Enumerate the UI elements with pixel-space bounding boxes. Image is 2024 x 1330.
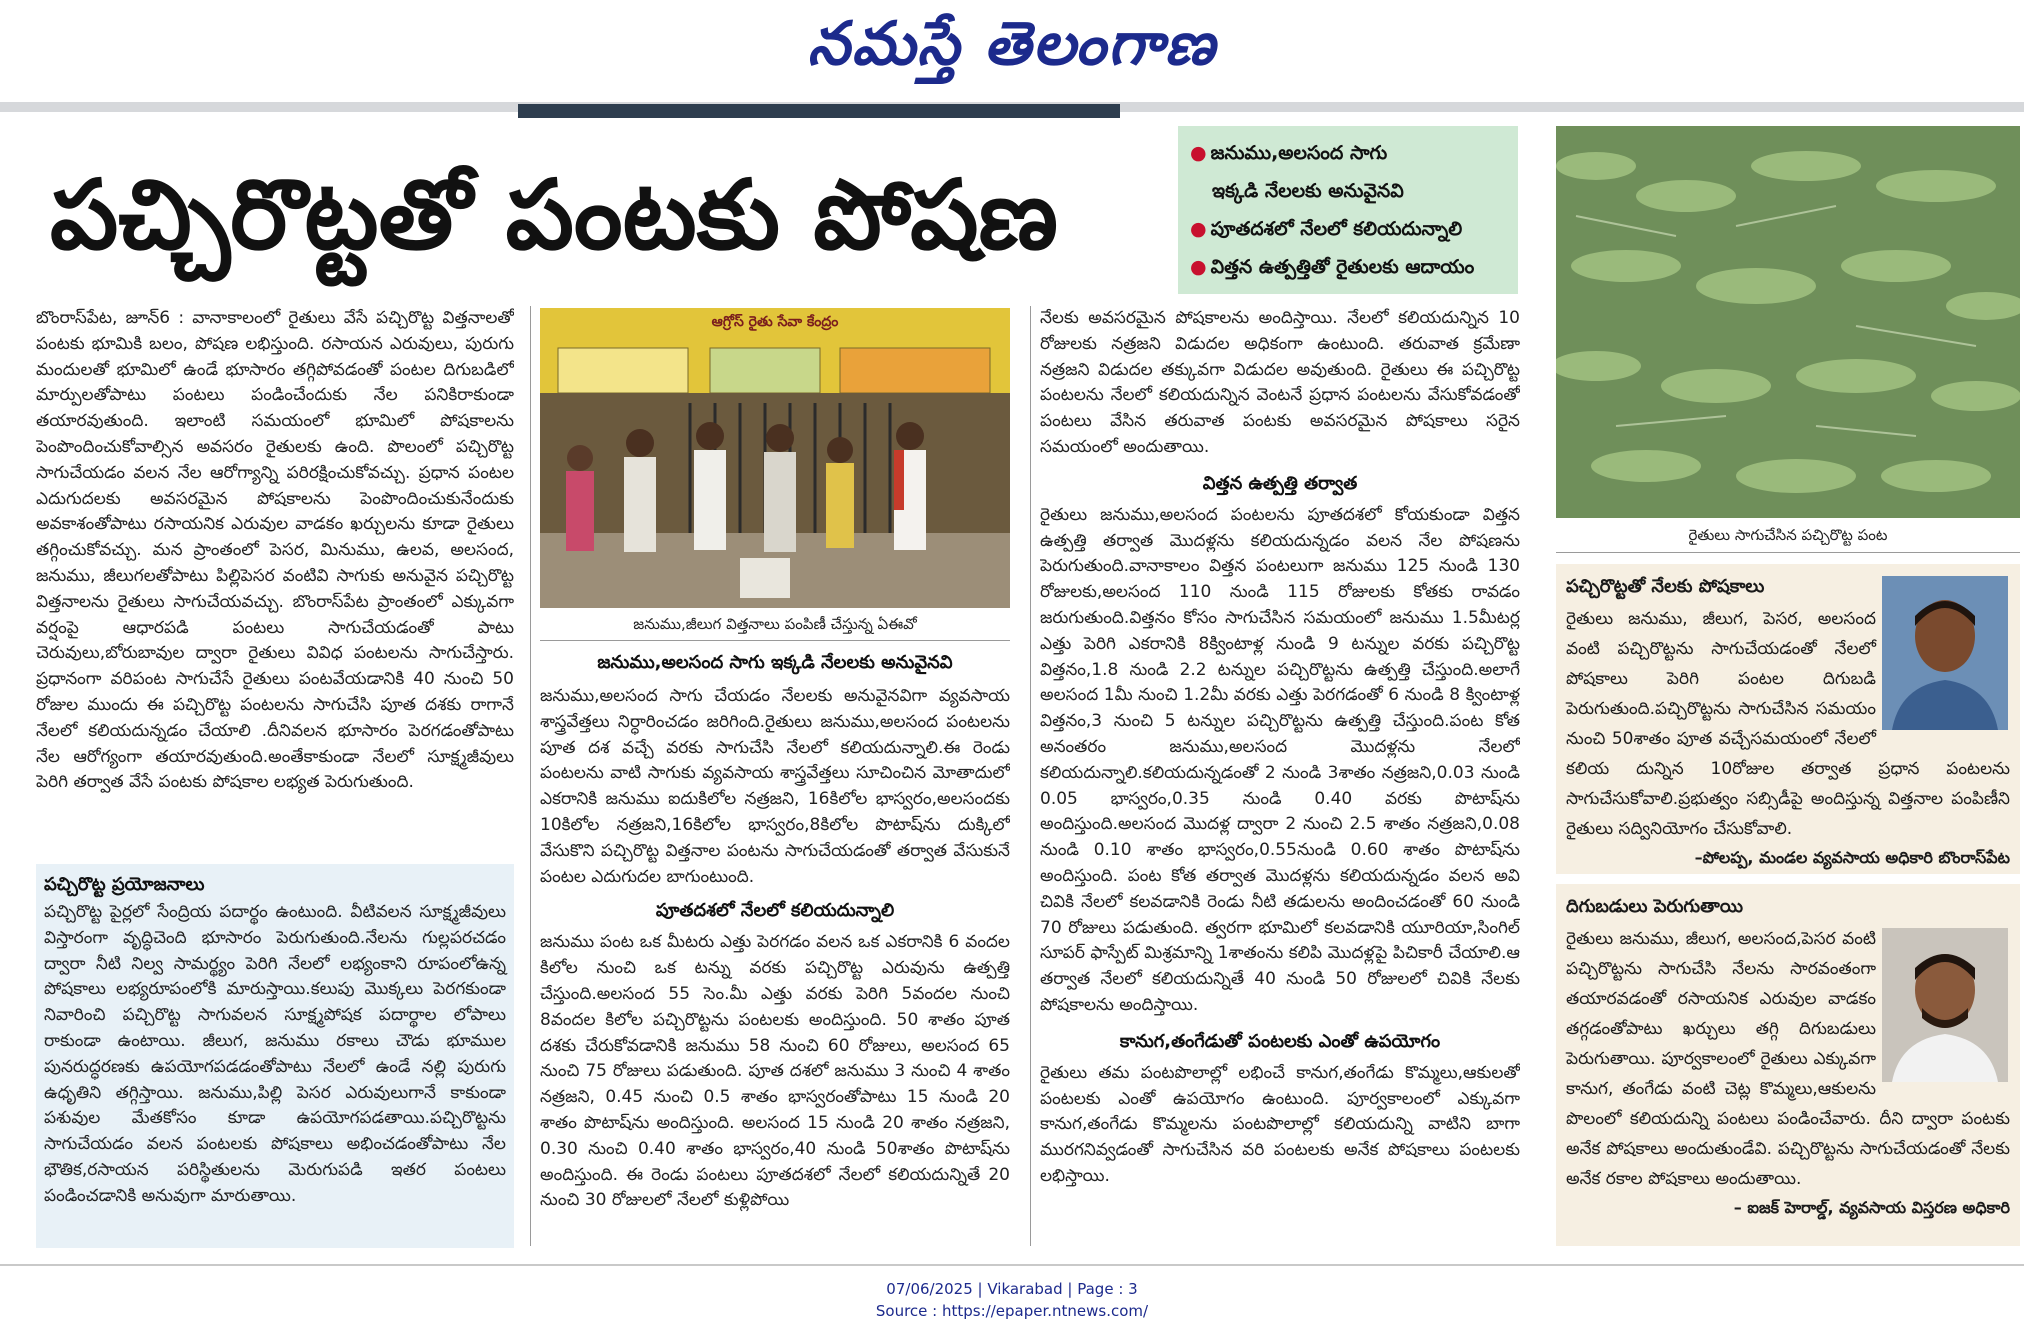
footer-edition-info: 07/06/2025 | Vikarabad | Page : 3 [886,1280,1138,1298]
highlights-box [1178,126,1518,294]
officer-quote-box [1556,564,2020,874]
officer-quote-box [1556,884,2020,1246]
masthead-logo: నమస్తే తెలంగాణ [807,9,1217,79]
body-paragraph: బొంరాస్‌పేట, జూన్6 : వానాకాలంలో రైతులు వేసే పచ్చిరొట్ట విత్తనాలతో పంటకు భూమికి బలం, పోషణ లభిస్తుంది. రసాయన ఎరువులు, పురుగు మందులతో భూమిలో ఉండే భూసారం తగ్గిపోవడంతో పంటల దిగుబడిలో మార్పులతోపాటు పంటలు పండించేందుకు నేల పనికిరాకుండా తయారవుతుంది. ఇలాంటి సమయంలో భూమిలో పోషకాలను పెంపొందించుకోవాల్సిన అవసరం రైతులకు ఉంది. పొలంలో పచ్చిరొట్ట సాగుచేయడం వలన నేల ఆరోగ్యాన్ని పరిరక్షించుకోవచ్చు. ప్రధాన పంటల ఎదుగుదలకు అవసరమైన పోషకాలను పెంపొందించుకునేందుకు అవకాశంతోపాటు రసాయనిక ఎరువుల వాడకం ఖర్చులను కూడా రైతులు తగ్గించుకోవచ్చు. మన ప్రాంతంలో పెసర, మినుము, ఉలవ, అలసంద, జనుము, జీలుగలతోపాటు పిల్లిపెసర వంటివి సాగుకు అనువైన పచ్చిరొట్ట విత్తనాలను రైతులు సాగుచేయవచ్చు. బొంరాస్‌పేట ప్రాంతంలో ఎక్కువగా వర్షంపై ఆధారపడి పంటలు సాగుచేయడంతో పాటు చెరువులు,బోరుబావుల ద్వారా రైతులు వివిధ పంటలను సాగుచేస్తారు. ప్రధానంగా వరిపంట సాగుచేసే రైతులు పంటవేయడానికి 40 నుంచి 50 రోజుల ముందు ఈ పచ్చిరొట్ట పంటలను సాగుచేసి పూత దశకు రాగానే నేలలో కలియదున్నడం చేయాలి .దీనివలన భూసారం పెరగడంతోపాటు నేల ఆరోగ్యంగా తయారవుతుంది.అంతేకాకుండా నేలలో సూక్ష్మజీవులు పెరిగి తర్వాత వేసే పంటకు పోషకాల లభ్యత పెరుగుతుంది. [36,308,514,793]
green-manure-crop-illustration [1556,126,2020,518]
body-paragraph: నేలకు అవసరమైన పోషకాలను అందిస్తాయి. నేలలో కలియదున్నిన 10 రోజులకు నత్రజని విడుదల అధికంగా ఉంటుంది. తరువాత క్రమేణా నత్రజని విడుదల తక్కువగా విడుదల అవుతుంది. రైతులు ఈ పచ్చిరొట్ట పంటలను నేలలో కలియదున్నిన వెంటనే ప్రధాన పంటలను వేసుకోవడంతో పంటలు వేసిన తరువాత పంటకు అవసరమైన పోషకాలు సరైన సమయంలో అందుతాయి. [1040,308,1520,457]
quote-box-title: పచ్చిరొట్టతో నేలకు పోషకాలు [1566,576,1765,597]
officer-portrait-illustration [1882,576,2008,730]
highlight-item: ఇక్కడి నేలలకు అనువైనవి [1212,180,1404,202]
column-divider [1030,306,1031,1246]
green-manure-crop-photo [1556,126,2020,518]
section-subhead: జనుము,అలసంద సాగు ఇక్కడి నేలలకు అనువైనవి [597,652,953,673]
highlight-item: ● జనుము,అలసంద సాగు [1190,142,1388,164]
quote-box-text: రైతులు జనుము, జీలుగ, అలసంద,పెసర వంటి పచ్చిరొట్టను సాగుచేసి నేలను సారవంతంగా తయారవడంతో రసాయనిక ఎరువుల వాడకం తగ్గడంతోపాటు ఖర్చులు తగ్గి దిగుబడులు పెరుగుతాయి. పూర్వకాలంలో రైతులు ఎక్కువగా కానుగ, తంగేడు వంటి చెట్ల కొమ్మలు,ఆకులను పొలంలో కలియదున్ని పంటలు పండించేవారు. దీని ద్వారా పంటకు అనేక పోషకాలు అందుతుండేవి. పచ్చిరొట్టను సాగుచేయడంతో నేలకు అనేక రకాల పోషకాలు అందుతాయి. [1566,929,2010,1189]
officer-portrait [1882,928,2008,1082]
caption-rule [1556,552,2020,553]
officer-portrait [1882,576,2008,730]
shop-sign: ఆగ్రోస్ రైతు సేవా కేంద్రం [711,314,839,330]
body-paragraph: జనుము పంట ఒక మీటరు ఎత్తు పెరగడం వలన ఒక ఎకరానికి 6 వందల కిలోల నుంచి ఒక టన్ను వరకు పచ్చిరొట్ట ఎరువును ఉత్పత్తి చేస్తుంది.అలసంద 55 సెం.మీ ఎత్తు వరకు పెరిగి 5వందల నుంచి 8వందల కిలోల పచ్చిరొట్టను పంటలకు అందిస్తుంది. 50 శాతం పూత దశకు చేరుకోవడానికి జనుము 58 నుంచి 60 రోజులు, అలసంద 65 నుంచి 75 రోజులు పడుతుంది. పూత దశలో జనుము 3 నుంచి 4 శాతం నత్రజని, 0.45 నుంచి 0.5 శాతం భాస్వరంతోపాటు 15 నుండి 20 శాతం పొటాష్‌ను అందిస్తుంది. అలసంద 15 నుండి 20 శాతం నత్రజని, 0.30 నుంచి 0.40 శాతం భాస్వరం,40 నుండి 50శాతం పొటాష్‌ను అందిస్తుంది. ఈ రెండు పంటలు పూతదశలో నేలలో కలియదున్నితే 20 నుంచి 30 రోజులలో నేలలో కుళ్లిపోయి [540,932,1010,1211]
quote-box-text: రైతులు జనుము, జీలుగ, పెసర, అలసంద వంటి పచ్చిరొట్టను సాగుచేయడంతో నేలలో పోషకాలు పెరిగి పంటల దిగుబడి పెరుగుతుంది.పచ్చిరొట్టను సాగుచేసిన సమయం నుంచి 50శాతం పూత వచ్చేసమయంలో నేలలో కలియ దున్నిన 10రోజుల తర్వాత ప్రధాన పంటలను సాగుచేసుకోవాలి.ప్రభుత్వం సబ్సిడీపై అందిస్తున్న విత్తనాల పంపిణీని రైతులు సద్వినియోగం చేసుకోవాలి. [1566,609,2010,839]
article-headline: పచ్చిరొట్టతో పంటకు పోషణ [50,159,1058,271]
footer-rule [0,1264,2024,1266]
benefits-box [36,864,514,1248]
benefits-box-title: పచ్చిరొట్ట ప్రయోజనాలు [44,874,205,895]
body-paragraph: జనుము,అలసంద సాగు చేయడం నేలలకు అనువైనవిగా వ్యవసాయ శాస్త్రవేత్తలు నిర్ధారించడం జరిగింది.రైతులు జనుము,అలసంద పంటలను పూత దశ వచ్చే వరకు సాగుచేసి నేలలో కలియదున్నాలి.ఈ రెండు పంటలను వాటి సాగుకు వ్యవసాయ శాస్త్రవేత్తలు సూచించిన మోతాదులో ఎకరానికి జనుము ఐదుకిలోల నత్రజని, 16కిలోల భాస్వరం,అలసందకు 10కిలోల నత్రజని,16కిలోల భాస్వరం,8కిలోల పొటాష్‌ను దుక్కిలో వేసుకొని పచ్చిరొట్ట విత్తనాల పంటను సాగుచేయడంతో తర్వాత వేసుకునే పంటల ఎదుగుదల బాగుంటుంది. [540,686,1010,887]
section-subhead: పూతదశలో నేలలో కలియదున్నాలి [655,900,895,922]
photo-caption: జనుము,జీలుగ విత్తనాలు పంపిణీ చేస్తున్న ఏఈవో [633,615,917,633]
masthead-accent-bar [518,104,1120,118]
highlight-item: ● విత్తన ఉత్పత్తితో రైతులకు ఆదాయం [1190,256,1475,278]
officer-portrait-illustration [1882,928,2008,1082]
highlight-item: ● పూతదశలో నేలలో కలియదున్నాలి [1190,218,1463,240]
quote-byline: – ఐజక్ హెరాల్డ్, వ్యవసాయ విస్తరణ అధికారి [1733,1198,2010,1217]
section-subhead: విత్తన ఉత్పత్తి తర్వాత [1202,472,1358,494]
benefits-box-text: పచ్చిరొట్ట పైర్లలో సేంద్రియ పదార్థం ఉంటుంది. వీటివలన సూక్ష్మజీవులు విస్తారంగా వృద్ధిచెంది భూసారం పెరుగుతుంది.నేలను గుల్లపరచడం ద్వారా నీటి నిల్వ సామర్థ్యం పెరిగి నేలలో లభ్యంకాని రూపంలోఉన్న పోషకాలు లభ్యరూపంలోకి మారుస్తాయి.కలుపు మొక్కలు పెరగకుండా నివారించి పచ్చిరొట్ట సాగువలన సూక్ష్మపోషక పదార్థాల లోపాలు రాకుండా ఉంటాయి. జీలుగ, జనుము రకాలు చౌడు భూముల పునరుద్ధరణకు ఉపయోగపడడంతోపాటు నేలలో ఉండే నల్లి పురుగు ఉధృతిని తగ్గిస్తాయి. జనుము,పిల్లి పెసర ఎరువులుగానే కాకుండా పశువుల మేతకోసం కూడా ఉపయోగపడతాయి.పచ్చిరొట్టను సాగుచేయడం వలన పంటలకు పోషకాలు అభించడంతోపాటు నేల భౌతిక,రసాయన పరిస్థితులను మెరుగుపడి ఇతర పంటలు పండించడానికి అనువుగా మారుతాయి. [44,902,506,1206]
column-3 [1040,306,1520,1248]
seed-distribution-photo [540,308,1010,608]
column-1 [36,306,514,856]
section-subhead: కానుగ,తంగేడుతో పంటలకు ఎంతో ఉపయోగం [1119,1030,1441,1052]
body-paragraph: రైతులు తమ పంటపొలాల్లో లభించే కానుగ,తంగేడు కొమ్మలు,ఆకులతో పంటలకు ఎంతో ఉపయోగం ఉంటుంది. పూర్వకాలంలో ఎక్కువగా కానుగ,తంగేడు కొమ్మలను పంటపొలాల్లో కలియదున్ని వాటిని బాగా మురగనివ్వడంతో సాగుచేసిన వరి పంటలకు అనేక పోషకాలు పంటలకు లభిస్తాయి. [1040,1062,1520,1186]
photo-caption: రైతులు సాగుచేసిన పచ్చిరొట్ట పంట [1688,526,1888,544]
column-divider [530,306,531,1246]
seed-distribution-photo-illustration [540,308,1010,608]
body-paragraph: రైతులు జనుము,అలసంద పంటలను పూతదశలో కోయకుండా విత్తన ఉత్పత్తి తర్వాత మొదళ్లను కలియదున్నడం వలన నేల పోషణను పెరుగుతుంది.వానాకాలం విత్తన పంటలుగా జనుము 125 నుండి 130 రోజులకు,అలసంద 110 నుండి 115 రోజులకు కోతకు రావడం జరుగుతుంది.విత్తనం కోసం సాగుచేసిన సమయంలో జనుము 1.5మీటర్ల ఎత్తు పెరిగి ఎకరానికి 8క్వింటాళ్ల నుండి 9 టన్నుల వరకు పచ్చిరొట్ట విత్తనం,1.8 నుండి 2.2 టన్నుల పచ్చిరొట్టను ఉత్పత్తి చేస్తుంది.అలాగే అలసంద 1మీ నుంచి 1.2మీ వరకు ఎత్తు పెరగడంతో 6 నుండి 8 క్వింటాళ్ల విత్తనం,3 నుంచి 5 టన్నుల పచ్చిరొట్టను ఉత్పత్తి చేస్తుంది.పంట కోత అనంతరం జనుము,అలసంద మొదళ్లను నేలలో కలియదున్నాలి.కలియదున్నడంతో 2 నుండి 3శాతం నత్రజని,0.03 నుండి 0.05 భాస్వరం,0.35 నుండి 0.40 వరకు పొటాష్‌ను అందిస్తుంది.అలసంద మొదళ్ల ద్వారా 2 నుంచి 2.5 శాతం నత్రజని,0.08 నుండి 0.10 శాతం భాస్వరం,0.55నుండి 0.60 శాతం పొటాష్‌ను అందిస్తుంది. పంట కోత తర్వాత మొదళ్లను కలియదున్నడం వలన అవి చివికి నేలలో కలవడానికి రెండు నీటి తడులను అందించడంతో 60 నుండి 70 రోజులు పడుతుంది. త్వరగా భూమిలో కలవడానికి యూరియా,సింగిల్ సూపర్ ఫాస్పేట్ మిశ్రమాన్ని 1శాతంను కలిపి మొదళ్లపై పిచికారీ చేయాలి.ఆ తర్వాత నేలలో కలియదున్నితే 40 నుండి 50 రోజులలో చివికి నేలకు పోషకాలను అందిస్తాయి. [1040,504,1520,1015]
column-2 [540,648,1010,1248]
footer-source-link[interactable]: Source : https://epaper.ntnews.com/ [875,1302,1149,1320]
caption-rule [540,640,1010,641]
quote-byline: –పోలప్ప, మండల వ్యవసాయ అధికారి బొంరాస్‌పేట [1694,848,2010,867]
quote-box-title: దిగుబడులు పెరుగుతాయి [1566,896,1743,917]
